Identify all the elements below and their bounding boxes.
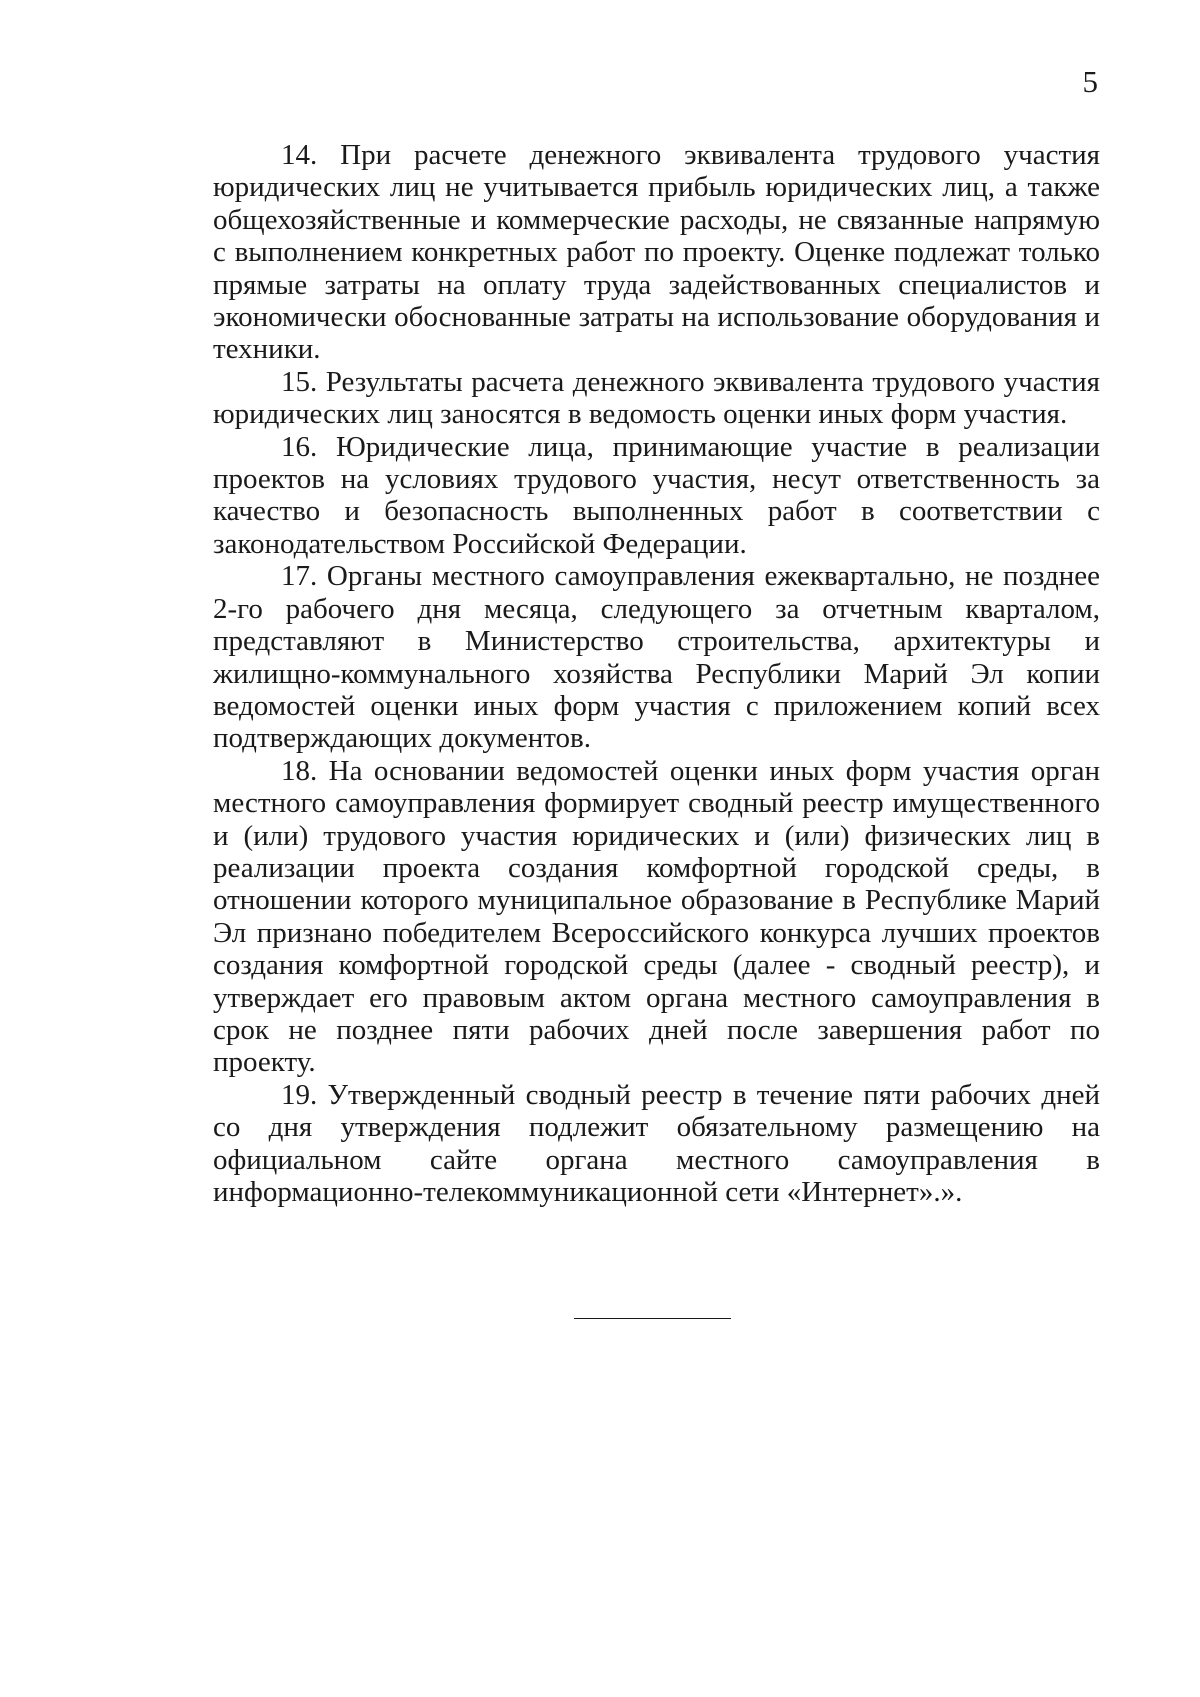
page-number: 5 bbox=[1082, 64, 1098, 99]
paragraph-18: 18. На основании ведомостей оценки иных форм участия орган местного самоуправления формирует сводный реестр имущественного и (или) трудового участия юридических и (или) физических лиц в реализации проекта создания комфортной городской среды, в отношении которого муниципальное образование в Республике Марий Эл признано победителем Всероссийского конкурса лучших проектов создания комфортной городской среды (далее - сводный реестр), и утверждает его правовым актом органа местного самоуправления в срок не позднее пяти рабочих дней после завершения работ по проекту. bbox=[213, 754, 1100, 1079]
document-body bbox=[213, 139, 1100, 1208]
paragraph-16: 16. Юридические лица, принимающие участие в реализации проектов на условиях трудового участия, несут ответственность за качество и безопасность выполненных работ в соответствии с законодательством Российской Федерации. bbox=[213, 430, 1100, 560]
paragraph-14: 14. При расчете денежного эквивалента трудового участия юридических лиц не учитывается прибыль юридических лиц, а также общехозяйственные и коммерческие расходы, не связанные напрямую с выполнением конкретных работ по проекту. Оценке подлежат только прямые затраты на оплату труда задействованных специалистов и экономически обоснованные затраты на использование оборудования и техники. bbox=[213, 139, 1100, 366]
end-of-document-rule bbox=[574, 1318, 731, 1319]
paragraph-15: 15. Результаты расчета денежного эквивалента трудового участия юридических лиц заносятся в ведомость оценки иных форм участия. bbox=[213, 365, 1100, 431]
paragraph-17: 17. Органы местного самоуправления ежеквартально, не позднее 2-го рабочего дня месяца, следующего за отчетным кварталом, представляют в Министерство строительства, архитектуры и жилищно-коммунального хозяйства Республики Марий Эл копии ведомостей оценки иных форм участия с приложением копий всех подтверждающих документов. bbox=[213, 560, 1100, 755]
paragraph-19: 19. Утвержденный сводный реестр в течение пяти рабочих дней со дня утверждения подлежит обязательному размещению на официальном сайте органа местного самоуправления в информационно-телекоммуникационной сети «Интернет».». bbox=[213, 1078, 1100, 1208]
